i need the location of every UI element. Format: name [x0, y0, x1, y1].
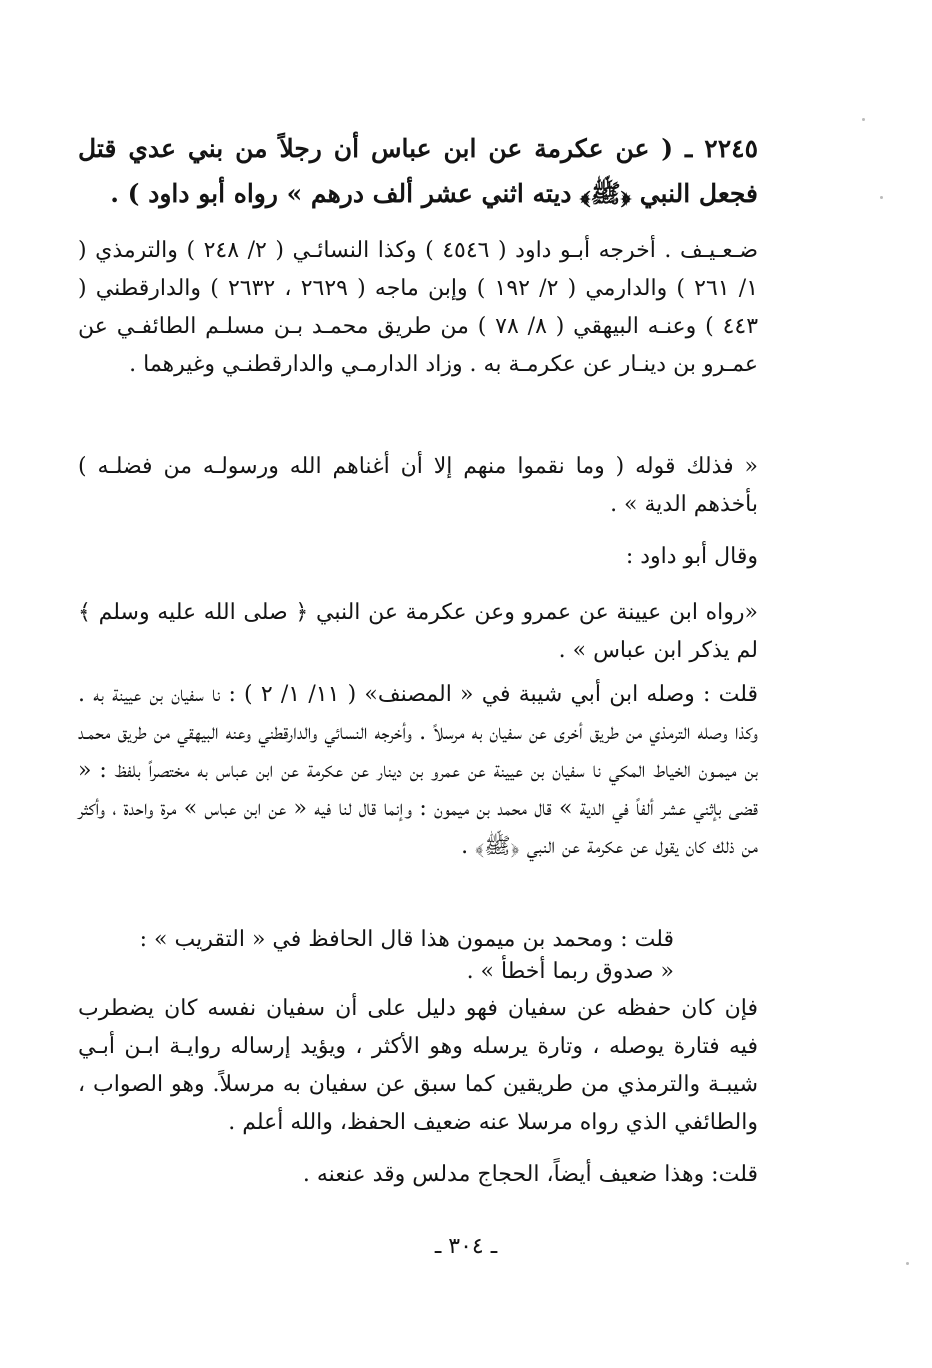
taqrib-line: قلت : ومحمد بن ميمون هذا قال الحافظ في « التقريب » : [139, 927, 674, 952]
page-number: ـ ٣٠٤ ـ [434, 1234, 498, 1259]
commentary-paragraph-1: قلت : وصله ابن أبي شيبة في « المصنف» ( ١١/ ١/ ٢ ) : نا سفيان بن عيينة به . وكذا وصله الترمذي من طريق أخرى عن سفيان به مرسلاً . وأخرجه النسائي والدارقطني وعنه البيهقي من طريق محمـد بن ميمـون الخياط المكي نا سفيان بن عيينة عن عمرو بن دينار عن عكرمة عن ابن عباس به مختصراً بلفظ : « قضى بإثني عشر ألفاً في الدية » قال محمد بن ميمون : وإنما قال لنا فيه « عن ابن عباس » مرة واحدة ، وأكثر من ذلك كان يقول عن عكرمة عن النبي ﴿ﷺ﴾ . [78, 682, 759, 859]
commentary-paragraph-3: فإن كان حفظه عن سفيان فهو دليل على أن سفيان نفسه كان يضطرب فيه فتارة يوصله ، وتارة يرسله وهو الأكثر ، ويؤيد إرساله روايـة ابـن أبـي شيبـة والترمذي من طريقين كما سبق عن سفيان به مرسلاً. وهو الصواب ، والطائفي الذي رواه مرسلا عنه ضعيف الحفظ، والله أعلم . [78, 996, 758, 1135]
commentary-paragraph-2 [90, 924, 710, 988]
taqrib-quote-line: « صدوق ربما أخطأ » . [466, 959, 674, 984]
grading-paragraph: ضـعـيـف . أخرجه أبـو داود ( ٤٥٤٦ ) وكذا النسائـي ( ٢/ ٢٤٨ ) والترمذي ( ١/ ٢٦١ ) والدارمي ( ٢/ ١٩٢ ) وإبن ماجه ( ٢٦٢٩ ، ٢٦٣٢ ) والدارقطني ( ٤٤٣ ) وعنـه البيهقي ( ٨/ ٧٨ ) من طريق محمـد بـن مسلـم الطائفـي عن عمـرو بن دينـار عن عكرمـة به . وزاد الدارمـي والدارقطنـي وغيرهما . [78, 238, 759, 377]
hadith-text: ٢٢٤٥ ـ ( عن عكرمة عن ابن عباس أن رجلاً من بني عدي قتل فجعل النبي ﴿ﷺ﴾ ديته اثني عشر ألف درهم » رواه أبو داود ) . [78, 134, 758, 208]
quran-quote-paragraph: « فذلك قوله ( وما نقموا منهم إلا أن أغناهم الله ورسولـه من فضلـه ) بأخذهم الدية » . [78, 454, 758, 517]
scan-speck [880, 196, 883, 199]
abu-dawud-quote-paragraph: «رواه ابن عيينة عن عمرو وعن عكرمة عن النبي ﴿ صلى الله عليه وسلم ﴾ لم يذكر ابن عباس » . [78, 600, 758, 663]
abu-dawud-heading: وقال أبو داود : [625, 544, 758, 569]
commentary-final-line: قلت: وهذا ضعيف أيضاً، الحجاج مدلس وقد عنعنه . [302, 1162, 758, 1187]
scan-speck [906, 1262, 909, 1265]
scan-speck [862, 118, 865, 121]
